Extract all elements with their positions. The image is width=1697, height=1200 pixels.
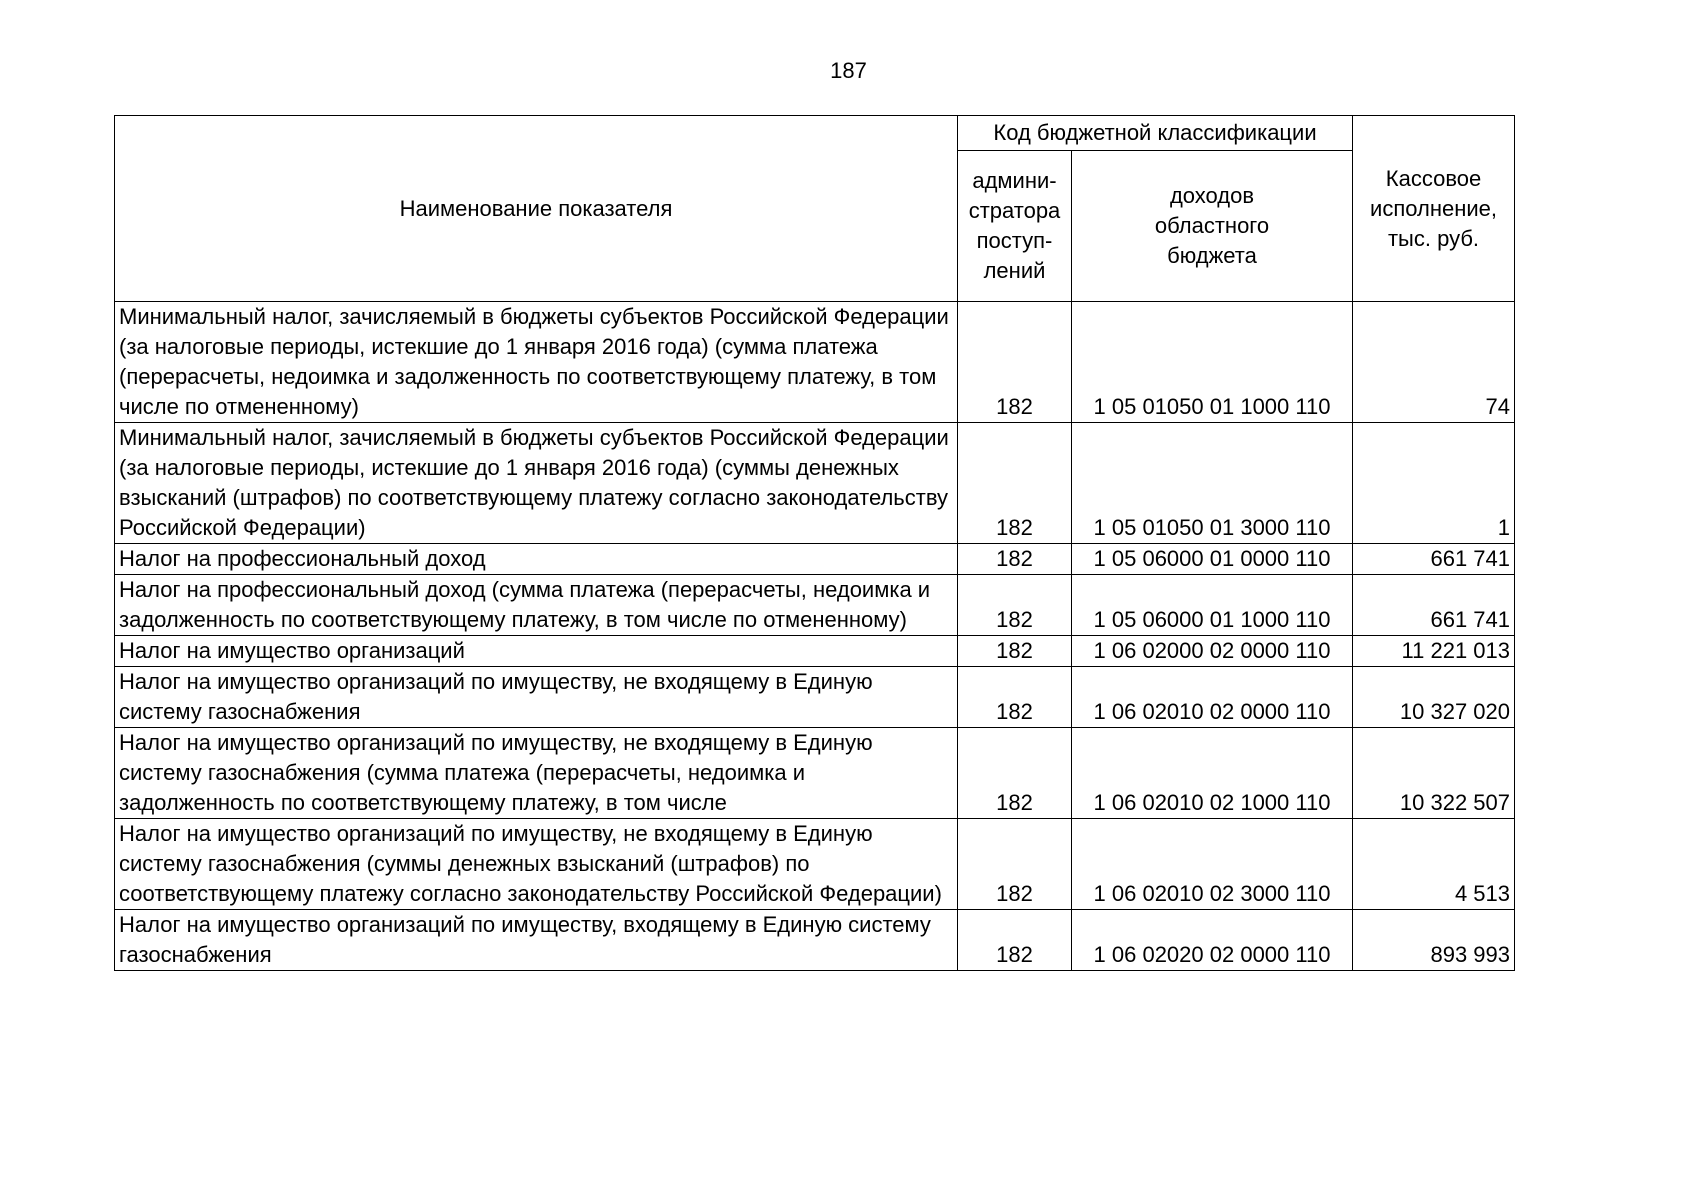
row-admin: 182 <box>958 636 1072 667</box>
header-name: Наименование показателя <box>115 116 958 302</box>
table-row <box>115 636 1515 667</box>
table-row <box>115 667 1515 728</box>
row-amount: 10 327 020 <box>1353 667 1515 728</box>
row-admin: 182 <box>958 819 1072 910</box>
table-row <box>115 910 1515 971</box>
header-admin: админи- стратора поступ- лений <box>958 151 1072 302</box>
row-name: Минимальный налог, зачисляемый в бюджеты субъектов Российской Федерации (за налоговые периоды, истекшие до 1 января 2016 года) (суммы денежных взысканий (штрафов) по соответствующему платежу согласно законодательству Российской Федерации) <box>115 423 958 544</box>
row-code: 1 06 02010 02 3000 110 <box>1072 819 1353 910</box>
row-admin: 182 <box>958 544 1072 575</box>
table-row <box>115 423 1515 544</box>
row-amount: 10 322 507 <box>1353 728 1515 819</box>
row-amount: 74 <box>1353 302 1515 423</box>
row-admin: 182 <box>958 423 1072 544</box>
row-amount: 893 993 <box>1353 910 1515 971</box>
header-income: доходов областного бюджета <box>1072 151 1353 302</box>
row-code: 1 06 02020 02 0000 110 <box>1072 910 1353 971</box>
row-admin: 182 <box>958 302 1072 423</box>
row-name: Налог на имущество организаций по имуществу, входящему в Единую систему газоснабжения <box>115 910 958 971</box>
row-name: Налог на профессиональный доход (сумма платежа (перерасчеты, недоимка и задолженность по соответствующему платежу, в том числе по отмененному) <box>115 575 958 636</box>
row-name: Налог на профессиональный доход <box>115 544 958 575</box>
row-name: Налог на имущество организаций <box>115 636 958 667</box>
row-name: Минимальный налог, зачисляемый в бюджеты субъектов Российской Федерации (за налоговые периоды, истекшие до 1 января 2016 года) (сумма платежа (перерасчеты, недоимка и задолженность по соответствующему платежу, в том числе по отмененному) <box>115 302 958 423</box>
row-admin: 182 <box>958 667 1072 728</box>
row-code: 1 05 06000 01 1000 110 <box>1072 575 1353 636</box>
row-code: 1 05 06000 01 0000 110 <box>1072 544 1353 575</box>
header-amount: Кассовое исполнение, тыс. руб. <box>1353 116 1515 302</box>
row-amount: 11 221 013 <box>1353 636 1515 667</box>
row-admin: 182 <box>958 910 1072 971</box>
table-row <box>115 302 1515 423</box>
row-admin: 182 <box>958 575 1072 636</box>
row-name: Налог на имущество организаций по имуществу, не входящему в Единую систему газоснабжения <box>115 667 958 728</box>
row-code: 1 05 01050 01 1000 110 <box>1072 302 1353 423</box>
row-admin: 182 <box>958 728 1072 819</box>
row-code: 1 06 02010 02 1000 110 <box>1072 728 1353 819</box>
row-amount: 661 741 <box>1353 544 1515 575</box>
row-amount: 4 513 <box>1353 819 1515 910</box>
page-number: 187 <box>830 58 867 83</box>
row-amount: 661 741 <box>1353 575 1515 636</box>
row-code: 1 05 01050 01 3000 110 <box>1072 423 1353 544</box>
table-row <box>115 728 1515 819</box>
budget-table <box>114 115 1515 971</box>
row-code: 1 06 02010 02 0000 110 <box>1072 667 1353 728</box>
table-row <box>115 544 1515 575</box>
header-code-group: Код бюджетной классификации <box>958 116 1353 151</box>
row-amount: 1 <box>1353 423 1515 544</box>
row-code: 1 06 02000 02 0000 110 <box>1072 636 1353 667</box>
table-row <box>115 575 1515 636</box>
row-name: Налог на имущество организаций по имуществу, не входящему в Единую систему газоснабжения (суммы денежных взысканий (штрафов) по соответствующему платежу согласно законодательству Российской Федерации) <box>115 819 958 910</box>
row-name: Налог на имущество организаций по имуществу, не входящему в Единую систему газоснабжения (сумма платежа (перерасчеты, недоимка и задолженность по соответствующему платежу, в том числе <box>115 728 958 819</box>
table-row <box>115 819 1515 910</box>
